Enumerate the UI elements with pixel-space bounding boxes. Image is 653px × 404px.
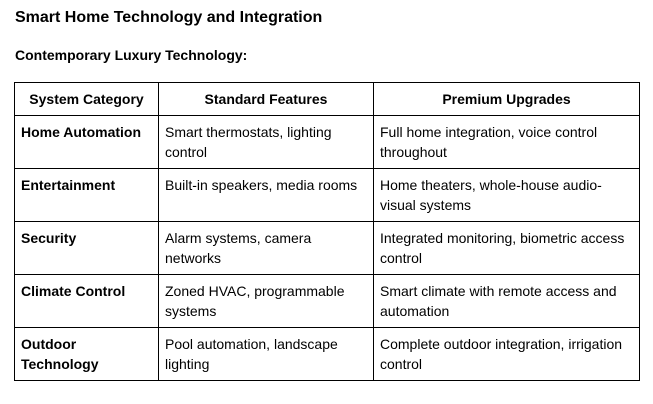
- section-heading: Contemporary Luxury Technology:: [15, 47, 248, 63]
- header-premium-upgrades: Premium Upgrades: [374, 83, 640, 116]
- cell-premium-upgrades: Home theaters, whole-house audio-visual systems: [374, 169, 640, 222]
- cell-premium-upgrades: Complete outdoor integration, irrigation control: [374, 328, 640, 381]
- cell-premium-upgrades: Smart climate with remote access and automation: [374, 275, 640, 328]
- cell-category: Outdoor Technology: [15, 328, 159, 381]
- cell-standard-features: Alarm systems, camera networks: [159, 222, 374, 275]
- cell-standard-features: Smart thermostats, lighting control: [159, 116, 374, 169]
- header-standard-features: Standard Features: [159, 83, 374, 116]
- table-row: [15, 169, 640, 222]
- table-header-row: [15, 83, 640, 116]
- cell-category: Security: [15, 222, 159, 275]
- cell-premium-upgrades: Integrated monitoring, biometric access control: [374, 222, 640, 275]
- cell-standard-features: Zoned HVAC, programmable systems: [159, 275, 374, 328]
- technology-table: [14, 82, 640, 381]
- table-row: [15, 222, 640, 275]
- cell-category: Entertainment: [15, 169, 159, 222]
- table-row: [15, 116, 640, 169]
- cell-category: Home Automation: [15, 116, 159, 169]
- cell-standard-features: Pool automation, landscape lighting: [159, 328, 374, 381]
- header-system-category: System Category: [15, 83, 159, 116]
- cell-category: Climate Control: [15, 275, 159, 328]
- table-row: [15, 328, 640, 381]
- cell-premium-upgrades: Full home integration, voice control throughout: [374, 116, 640, 169]
- table-row: [15, 275, 640, 328]
- cell-standard-features: Built-in speakers, media rooms: [159, 169, 374, 222]
- page-title: Smart Home Technology and Integration: [15, 9, 323, 26]
